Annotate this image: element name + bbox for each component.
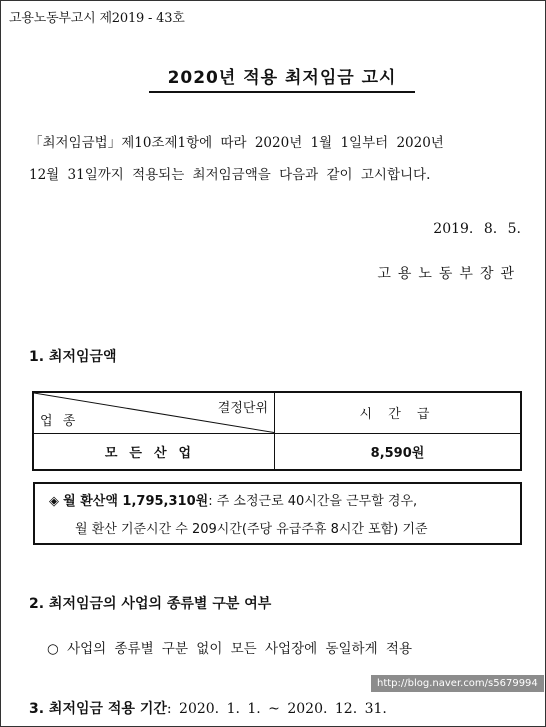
section-3-heading [29,698,387,718]
section-2-body: ○ 사업의 종류별 구분 없이 모든 사업장에 동일하게 적용 [47,641,413,657]
intro-line-1: 「최저임금법」제10조제1항에 따라 2020년 1월 1일부터 2020년 [29,135,444,151]
diamond-bullet-icon: ◈ [49,494,59,509]
monthly-conversion-note [33,482,522,545]
monthly-note-line-2: 월 환산 기준시간 수 209시간(주당 유급주휴 8시간 포함) 기준 [75,522,428,537]
table-row [33,433,521,470]
industry-cell: 모든산업 [33,433,275,470]
column-header-hourly: 시 간 급 [275,392,522,433]
document-title: 2020년 적용 최저임금 고시 [149,63,415,93]
intro-line-2: 12월 31일까지 적용되는 최저임금액을 다음과 같이 고시합니다. [29,167,431,183]
table-corner-cell [33,392,275,433]
corner-label-industry: 업 종 [40,413,79,429]
monthly-note-condition: : 주 소정근로 40시간을 근무할 경우, [208,494,418,509]
issuer-name: 고용노동부장관 [377,266,521,282]
section-3-title: 3. 최저임금 적용 기간 [29,701,167,717]
hourly-wage-cell: 8,590원 [275,433,522,470]
issue-date: 2019. 8. 5. [433,221,521,237]
corner-label-unit: 결정단위 [217,401,268,416]
section-2-heading: 2. 최저임금의 사업의 종류별 구분 여부 [29,596,272,612]
table-header-row [33,392,521,433]
minimum-wage-table [32,391,522,471]
notice-number: 고용노동부고시 제2019 - 43호 [9,11,185,26]
monthly-note-line-1 [49,488,514,516]
monthly-amount-label: 월 환산액 1,795,310원 [63,494,209,509]
intro-paragraph [29,127,525,191]
section-1-heading: 1. 최저임금액 [29,349,117,365]
blog-watermark: http://blog.naver.com/s5679994 [371,675,544,692]
section-3-period: : 2020. 1. 1. ~ 2020. 12. 31. [166,701,387,717]
